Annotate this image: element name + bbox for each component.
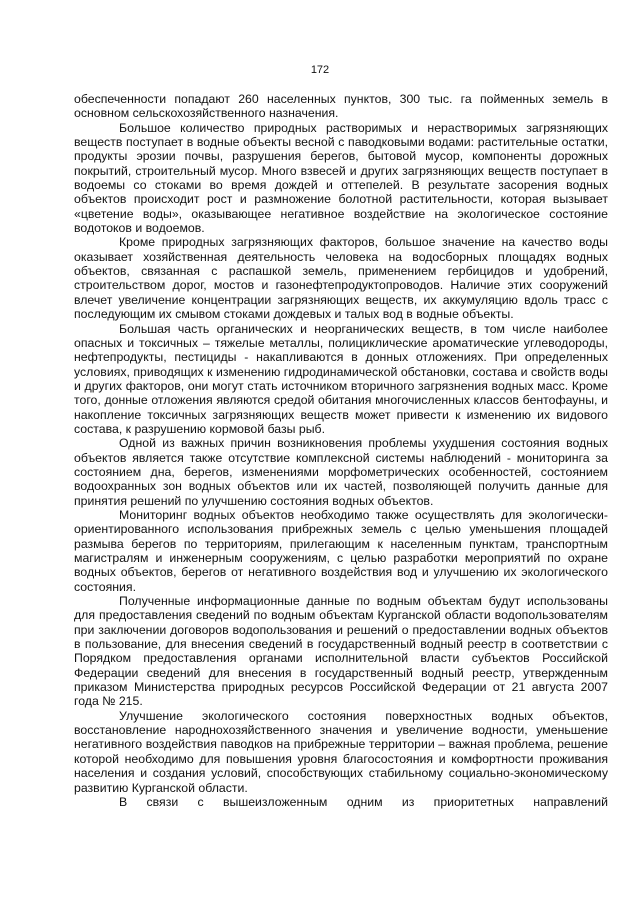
paragraph-monitoring-absence: Одной из важных причин возникновения проблемы ухудшения состояния водных объектов является также отсутствие комплексной системы наблюдений - мониторинга за состоянием дна, берегов, изменениями морфометрических особенностей, состоянием водоохранных зон водных объектов или их частей, позволяющей получить данные для принятия решений по улучшению состояния водных объектов.: [74, 436, 608, 508]
paragraph-continuation: обеспеченности попадают 260 населенных пунктов, 300 тыс. га пойменных земель в основном сельскохозяйственного назначения.: [74, 92, 608, 121]
paragraph-bottom-sediments: Большая часть органических и неорганических веществ, в том числе наиболее опасных и токсичных – тяжелые металлы, полициклические ароматические углеводороды, нефтепродукты, пестициды - накапливаются в донных отложениях. При определенных условиях, приводящих к изменению гидродинамической обстановки, состава и свойств воды и других факторов, они могут стать источником вторичного загрязнения водных масс. Кроме того, донные отложения являются средой обитания многочисленных классов бентофауны, и накопление токсичных загрязняющих веществ может привести к изменению их видового состава, к разрушению кормовой базы рыб.: [74, 321, 608, 436]
document-body: [74, 92, 608, 809]
paragraph-human-activity: Кроме природных загрязняющих факторов, большое значение на качество воды оказывает хозяйственная деятельность человека на водосборных площадях водных объектов, связанная с распашкой земель, применением гербицидов и удобрений, строительством дорог, мостов и газонефтепродуктопроводов. Наличие этих сооружений влечет увеличение концентрации загрязняющих веществ, их аккумуляцию вдоль трасс с последующим их смывом стоками дождевых и талых вод в водные объекты.: [74, 235, 608, 322]
paragraph-monitoring-purpose: Мониторинг водных объектов необходимо также осуществлять для экологически-ориентированного использования прибрежных земель с целью уменьшения площадей размыва берегов по территориям, прилегающим к населенным пунктам, транспортным магистралям и инженерным сооружениям, с целью разработки мероприятий по охране водных объектов, берегов от негативного воздействия вод и улучшению их экологического состояния.: [74, 507, 608, 594]
paragraph-information-usage: Полученные информационные данные по водным объектам будут использованы для предоставления сведений по водным объектам Курганской области водопользователям при заключении договоров водопользования и решений о предоставлении водных объектов в пользование, для внесения сведений в государственный водный реестр в соответствии с Порядком предоставления органами исполнительной власти субъектов Российской Федерации сведений для внесения в государственный водный реестр, утвержденным приказом Министерства природных ресурсов Российской Федерации от 21 августа 2007 года № 215.: [74, 594, 608, 709]
paragraph-priority-directions: В связи с вышеизложенным одним из приоритетных направлений: [119, 794, 608, 809]
page-number: 172: [310, 64, 330, 76]
paragraph-improvement-goals: Улучшение экологического состояния поверхностных водных объектов, восстановление народнохозяйственного значения и увеличение водности, уменьшение негативного воздействия паводков на прибрежные территории – важная проблема, решение которой необходимо для повышения уровня благосостояния и комфортности проживания населения и создания условий, способствующих стабильному социально-экономическому развитию Курганской области.: [74, 708, 608, 795]
paragraph-pollutants-spring-flood: Большое количество природных растворимых и нерастворимых загрязняющих веществ поступает в водные объекты весной с паводковыми водами: растительные остатки, продукты эрозии почвы, разрушения берегов, бытовой мусор, компоненты дорожных покрытий, строительный мусор. Много взвесей и других загрязняющих веществ поступает в водоемы со стоками во время дождей и оттепелей. В результате засорения водных объектов происходит рост и размножение болотной растительности, которая вызывает «цветение воды», оказывающее негативное воздействие на экологическое состояние водотоков и водоемов.: [74, 120, 608, 236]
